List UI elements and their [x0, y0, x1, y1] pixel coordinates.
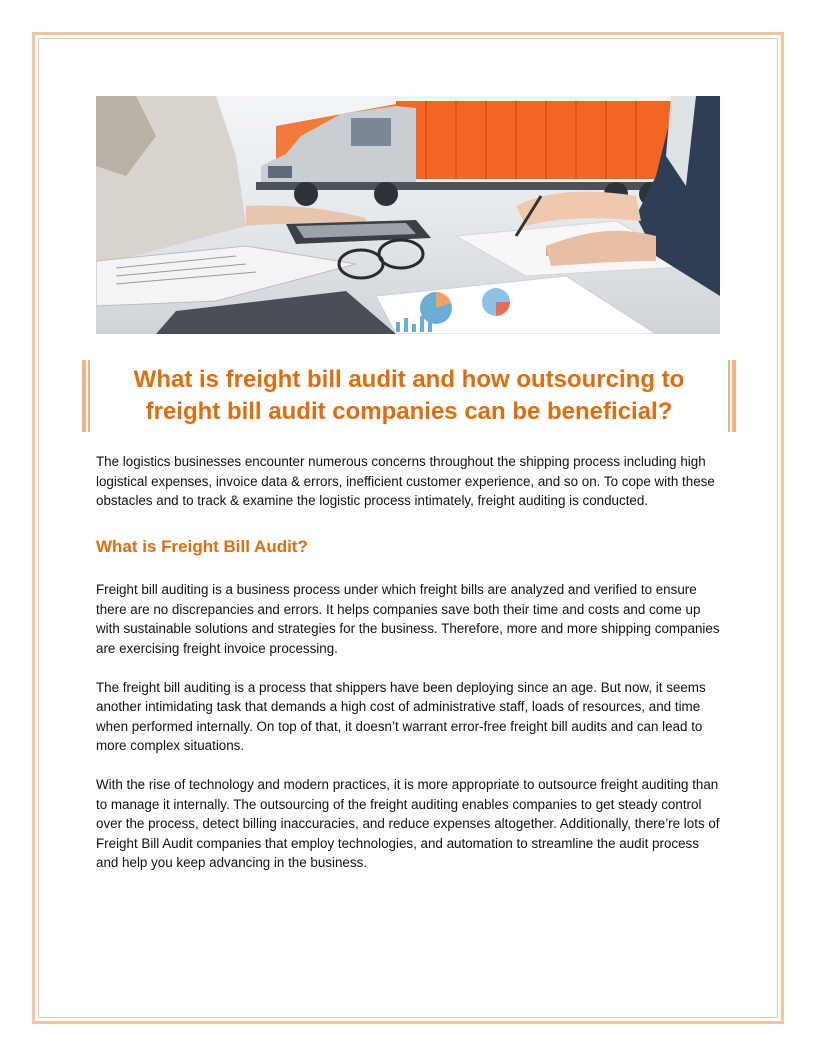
title-bar-right	[732, 360, 736, 432]
hero-illustration	[96, 96, 720, 334]
document-body	[96, 452, 722, 892]
intro-paragraph: The logistics businesses encounter numerous concerns throughout the shipping process including high logistical expenses, invoice data & errors, inefficient customer experience, and so on. To cope with these obstacles and to track & examine the logistic process intimately, freight auditing is conducted.	[96, 454, 715, 508]
title-bar-left	[82, 360, 86, 432]
page-title: What is freight bill audit and how outsourcing to freight bill audit companies can be beneficial?	[133, 366, 685, 425]
title-block	[82, 358, 736, 434]
title-bar-right-thin	[728, 360, 730, 432]
truck-trailer	[396, 101, 686, 179]
body-paragraph-3: With the rise of technology and modern practices, it is more appropriate to outsource freight auditing than to manage it internally. The outsourcing of the freight auditing enables companies to get steady control over the process, detect billing inaccuracies, and reduce expenses altogether. Additionally, there’re lots of Freight Bill Audit companies that employ technologies, and automation to streamline the audit process and help you keep advancing in the business.	[96, 777, 720, 870]
hero-image	[96, 96, 720, 334]
title-bar-left-thin	[88, 360, 90, 432]
body-paragraph-2: The freight bill auditing is a process that shippers have been deploying since an age. But now, it seems another intimidating task that demands a high cost of administrative staff, loads of resources, and time when performed internally. On top of that, it doesn’t warrant error-free freight bill audits and can lead to more complex situations.	[96, 679, 706, 753]
body-paragraph-1: Freight bill auditing is a business process under which freight bills are analyzed and verified to ensure there are no discrepancies and errors. It helps companies save both their time and costs and come up with sustainable solutions and strategies for the business. Therefore, more and more shipping companies are exercising freight invoice processing.	[96, 582, 720, 656]
section-heading: What is Freight Bill Audit?	[96, 537, 308, 556]
